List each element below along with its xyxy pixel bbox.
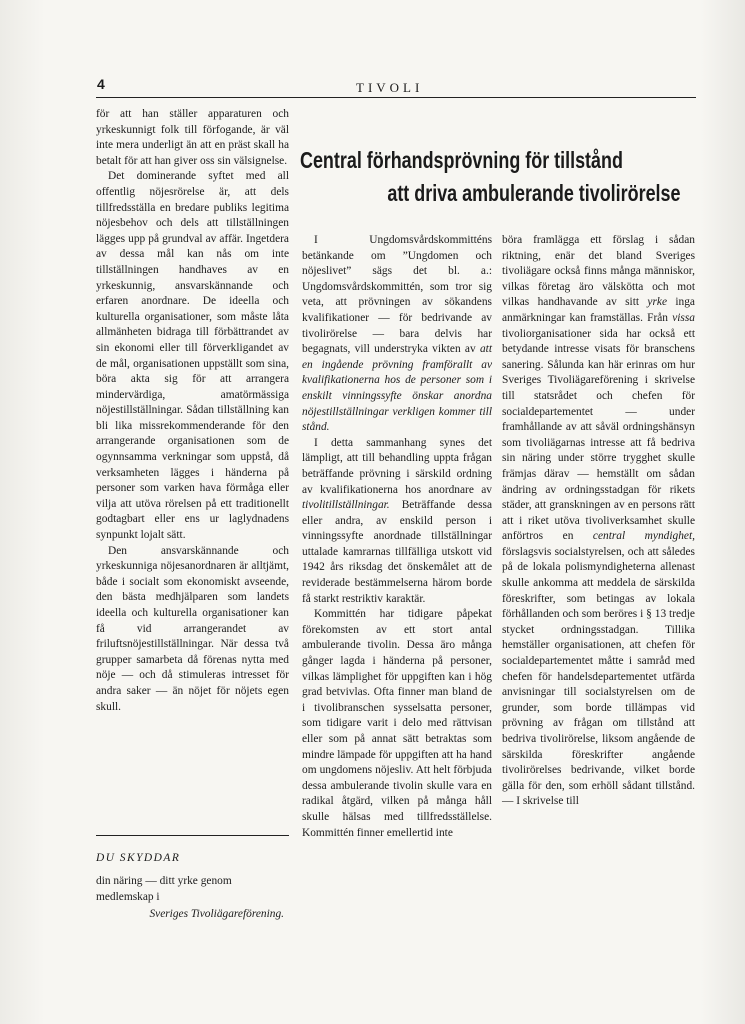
- italic-text-run: central myndighet,: [592, 530, 695, 543]
- box-title: DU SKYDDAR: [96, 852, 181, 864]
- text-run: inga anmärkningar kan framställas. Från: [502, 296, 695, 324]
- headline-line-1: Central förhandsprövning för tillstånd: [300, 147, 623, 173]
- right-column: [502, 233, 695, 810]
- left-paragraph-1: för att han ställer apparaturen och yrkeskunnigt folk till förfogande, är väl inte mera underligt än att en präst skall ha betalt för att han giver oss sin välsignelse.: [96, 108, 289, 167]
- text-run: Beträffande dessa eller andra, av enskild person i vinningssyfte anordnade tillställningar uttalade kamrarnas tillfälliga utskott vid 1942 års riksdag det önskemålet att de reviderade bestämmelserna härom borde få starkt restriktiv karaktär.: [302, 499, 492, 605]
- box-text: din näring — ditt yrke genom medlemskap i: [96, 875, 232, 903]
- text-run: I detta sammanhang synes det lämpligt, att till behandling uppta frågan beträffande prövning i särskild ordning av kvalifikationerna hos anordnare av: [302, 436, 492, 496]
- middle-paragraph-3: Kommittén har tidigare påpekat förekomsten av ett stort antal ambulerande tivolin. Dessa äro många gånger lagda i händerna på personer, vilkas lämplighet för uppgiften kan i hög grad betvivlas. Ofta finner man bland de i tivolibranschen sysselsatta personer, som tidigare varit i delo med rättvisan eller som på annat sätt betraktas som mindre lämpade för uppgiften att ha hand om ungdomens nöjesliv. Att helt förbjuda dessa ambulerande tivolin skulle vara en radikal åtgärd, vilken på många håll skulle hälsas med tillfredsställelse. Kommittén finner emellertid inte: [302, 608, 492, 839]
- header-rule: [96, 97, 696, 98]
- headline-line-2: att driva ambulerande tivolirörelse: [387, 180, 681, 206]
- left-paragraph-3: Den ansvarskännande och yrkeskunniga nöjesanordnaren är alltjämt, både i socialt som ekonomiskt avseende, den bästa medhjälparen som landets ideella och kulturella organisationer kan få vid arrangerandet av friluftsnöjestillställningar. När dessa två grupper samarbeta då förenas nytta med nöje — och då stimuleras intresset för andra saker — än nöjet för nöjets egen skull.: [96, 544, 289, 713]
- right-paragraph-1: [502, 233, 695, 810]
- italic-text-run: yrke: [647, 296, 668, 309]
- box-separator-rule: [96, 835, 289, 836]
- middle-paragraph-2: [302, 436, 492, 608]
- page-number: 4: [97, 76, 105, 92]
- box-signature: Sveriges Tivoliägareförening.: [149, 908, 284, 920]
- article-headline: [300, 144, 681, 210]
- left-paragraph-2: Det dominerande syftet med all offentlig nöjesrörelse är, att dels tillfredsställa en bredare publiks legitima nöjesbehov och dels att tillställningen lägges upp på grundval av affär. Ingetdera av dessa mål kan nås om inte tillställningen handhaves av en yrkeskunnig, ansvarskännande och erfaren anordnare. De ideella och kulturella organisationer, som måste låta allmänheten bidraga till förbättrandet av sin ekonomi eller till förverkligandet av de mål, organisationen uppställt som sina, böra akta sig för att arrangera mindervärdiga, amatörmässiga nöjestillställningar. Sådan tillställning kan bli lika missrekommenderande för den arrangerande organisationen som de ogynnsamma verkningar som uppstå, då verksamheten lägges i händerna på personer som varken hava förmåga eller vilja att utöva rörelsen på ett traditionellt godtagbart eller ens ur laglydnadens synpunkt lojalt sätt.: [96, 170, 289, 542]
- italic-text-run: tivolitillställningar.: [302, 499, 390, 512]
- italic-text-run: att en ingående prövning framförallt av kvalifikationerna hos de personer som i enskilt vinningssyfte önskar anordna nöjestillställningar verkligen kommer till stånd.: [302, 343, 492, 434]
- italic-text-run: vissa: [672, 311, 695, 324]
- left-column: [96, 107, 289, 715]
- running-title: TIVOLI: [356, 80, 424, 95]
- text-run: böra framlägga ett förslag i sådan riktning, enär det bland Sveriges tivoliägare också finns många människor, vilkas företag äro välskötta och mot vilkas handhavande av sitt: [502, 234, 695, 309]
- middle-paragraph-1: [302, 233, 492, 436]
- middle-column: [302, 233, 492, 841]
- text-run: förslagsvis socialstyrelsen, och att således på de lokala polismyndigheterna allenast skulle ankomma att meddela de särskilda föreskrifter, som betingas av lokala förhållanden och som beröres i § 13 tredje stycket ordningsstadgan. Tillika hemställer organisationen, att chefen för socialdepartementet måtte i samråd med chefen för handelsdepartementet utfärda anvisningar till socialstyrelsen om de grunder, som borde tillämpas vid prövning av frågan om tillstånd att bedriva tivolirörelse, liksom angående de särskilda föreskrifter angående tivolirörelses bedrivande, vilket borde gälla för den, som erhöll sådant tillstånd. — I skrivelse till: [502, 545, 695, 808]
- text-run: I Ungdomsvårdskommitténs betänkande om ”Ungdomen och nöjeslivet” sägs det bl. a.: Ungdomsvårdskommittén, som tror sig veta, att prövningen av sökandens kvalifikationer — för bedrivande av tivolirörelse — bara delvis har begagnats, vill understryka vikten av: [302, 234, 492, 356]
- text-run: tivoliorganisationer sida har också ett betydande intresse visats för branschens sanering. Sålunda kan här erinras om hur Sveriges Tivoliägareförening i skrivelse till statsrådet och chefen för socialdepartementet — under framhållande av att såväl ordningshänsyn som tivoliägarnas intresse att få bedriva sin näring under större trygghet skulle främjas därav — hemställt om sådan ändring av ordningsstadgan för rikets städer, att granskningen av en persons rätt att i riket utöva tivoliverksamhet skulle anförtros en: [502, 327, 695, 543]
